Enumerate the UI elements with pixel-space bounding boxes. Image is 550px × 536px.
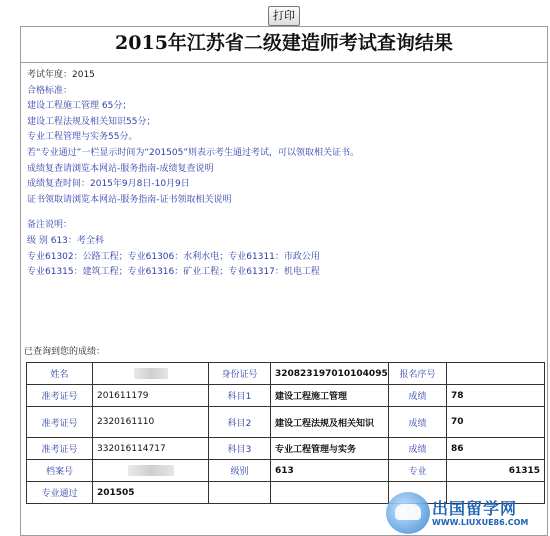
ticket-value: 2320161110 bbox=[93, 407, 209, 438]
pass-label: 专业通过 bbox=[27, 482, 93, 504]
id-value: 320823197010104095 bbox=[271, 363, 389, 385]
majors-line: 专业61315：建筑工程；专业61316：矿业工程；专业61317：机电工程 bbox=[27, 267, 320, 278]
name-label: 姓名 bbox=[27, 363, 93, 385]
pass-note: 若“专业通过”一栏显示时间为“201505”则表示考生通过考试，可以领取相关证书。 bbox=[27, 147, 360, 158]
subject-label: 科目1 bbox=[209, 385, 271, 407]
ticket-value: 201611179 bbox=[93, 385, 209, 407]
watermark-text: 出国留学网 bbox=[432, 499, 518, 518]
majors-line: 专业61302：公路工程；专业61306：水利水电；专业61311：市政公用 bbox=[27, 251, 320, 262]
empty-cell bbox=[271, 482, 389, 504]
standard-label: 合格标准： bbox=[27, 85, 73, 96]
notes-label: 备注说明： bbox=[27, 220, 73, 231]
title-divider bbox=[20, 62, 548, 63]
table-row bbox=[27, 438, 545, 460]
subject-name: 专业工程管理与实务 bbox=[271, 438, 389, 460]
queried-label: 已查询到您的成绩： bbox=[24, 347, 106, 357]
table-row bbox=[27, 385, 545, 407]
table-row bbox=[27, 460, 545, 482]
page-title: 2015年江苏省二级建造师考试查询结果 bbox=[115, 32, 453, 54]
ticket-label: 准考证号 bbox=[27, 407, 93, 438]
standard-item: 建设工程法规及相关知识55分； bbox=[27, 116, 156, 127]
subject-name: 建设工程法规及相关知识 bbox=[271, 407, 389, 438]
cert-link[interactable]: 证书领取请浏览本网站-服务指南-证书领取相关说明 bbox=[27, 194, 232, 205]
exam-year: 考试年度：2015 bbox=[27, 70, 95, 80]
level-note: 级 别 613：考全科 bbox=[27, 235, 104, 246]
globe-logo-icon bbox=[386, 492, 430, 534]
name-value-redacted bbox=[93, 363, 209, 385]
review-link[interactable]: 成绩复查请浏览本网站-服务指南-成绩复查说明 bbox=[27, 163, 214, 174]
results-table bbox=[26, 362, 545, 504]
empty-cell bbox=[209, 482, 271, 504]
score-value: 70 bbox=[447, 407, 545, 438]
subject-label: 科目2 bbox=[209, 407, 271, 438]
file-no-value-redacted bbox=[93, 460, 209, 482]
subject-label: 科目3 bbox=[209, 438, 271, 460]
table-row bbox=[27, 407, 545, 438]
standard-item: 建设工程施工管理 65分； bbox=[27, 101, 132, 112]
watermark-url: WWW.LIUXUE86.COM bbox=[432, 518, 529, 527]
site-watermark bbox=[386, 490, 548, 536]
score-label: 成绩 bbox=[389, 385, 447, 407]
ticket-label: 准考证号 bbox=[27, 385, 93, 407]
reg-no-value bbox=[447, 363, 545, 385]
ticket-value: 332016114717 bbox=[93, 438, 209, 460]
score-value: 86 bbox=[447, 438, 545, 460]
score-label: 成绩 bbox=[389, 438, 447, 460]
pass-value: 201505 bbox=[93, 482, 209, 504]
score-label: 成绩 bbox=[389, 407, 447, 438]
standard-item: 专业工程管理与实务55分。 bbox=[27, 132, 138, 143]
major-label: 专业 bbox=[389, 460, 447, 482]
level-value: 613 bbox=[271, 460, 389, 482]
print-button[interactable]: 打印 bbox=[268, 6, 300, 26]
file-no-label: 档案号 bbox=[27, 460, 93, 482]
major-value: 61315 bbox=[447, 460, 545, 482]
reg-no-label: 报名序号 bbox=[389, 363, 447, 385]
subject-name: 建设工程施工管理 bbox=[271, 385, 389, 407]
review-time: 成绩复查时间：2015年9月8日-10月9日 bbox=[27, 179, 190, 190]
id-label: 身份证号 bbox=[209, 363, 271, 385]
level-label: 级别 bbox=[209, 460, 271, 482]
table-row bbox=[27, 363, 545, 385]
ticket-label: 准考证号 bbox=[27, 438, 93, 460]
score-value: 78 bbox=[447, 385, 545, 407]
exam-info bbox=[27, 68, 359, 281]
spacer bbox=[27, 208, 359, 218]
